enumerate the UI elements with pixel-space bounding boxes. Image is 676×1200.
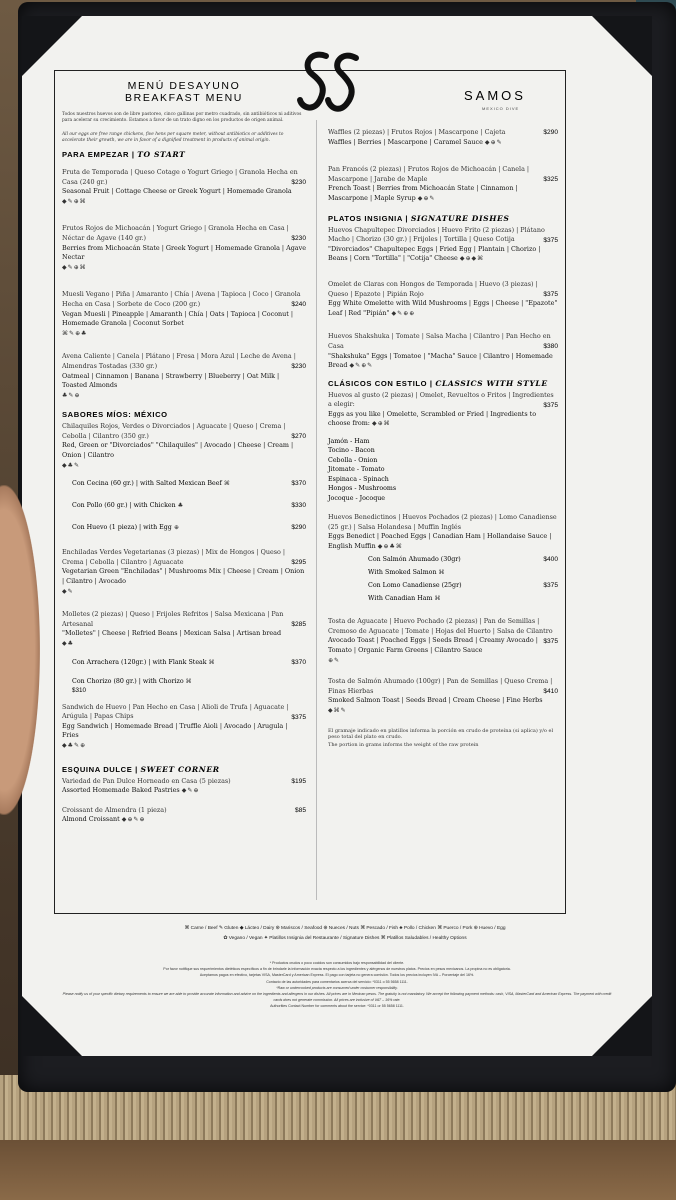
menu-item: $195 Variedad de Pan Dulce Horneado en Casa (5 piezas) Assorted Homemade Baked Pastries ◆✎⊕	[62, 776, 306, 795]
menu-item-option: $400 Con Salmón Ahumado (30gr) With Smoked Salmon ⌘	[368, 556, 558, 577]
section-mexico: SABORES MÍOS: MÉXICO	[62, 410, 168, 420]
section-classics: CLÁSICOS CON ESTILO | CLASSICS WITH STYLE	[328, 378, 548, 388]
menu-item: $230 Frutos Rojos de Michoacán | Yogurt Griego | Granola Hecha en Casa | Néctar de Agave (140 gr.) Berries from Michoacán State | Greek Yogurt | Homemade Granola | Agave Nectar ◆✎⊕⌘	[62, 224, 307, 271]
allergen-icons: ◆♣✎⊕	[62, 741, 87, 749]
menu-item: $240 Muesli Vegano | Piña | Amaranto | Chía | Avena | Tapioca | Coco | Granola Hecha en Casa | Sorbete de Coco (200 gr.) Vegan Muesli | Pineapple | Amaranth | Chía | Oats | Tapioca | Coconut | Homemade Granola | Coconut Sorbet ⌘✎⊕♣	[62, 290, 306, 337]
footer-disclaimer	[62, 960, 612, 1010]
menu-item: Huevos Benedictinos | Huevos Pochados (2 piezas) | Lomo Canadiense (25 gr.) | Salsa Holandesa | Muffin Inglés Eggs Benedict | Poached Eggs | Canadian Ham | Hollandaise Sauce | English Muffin ◆⊕♣⌘	[328, 512, 557, 550]
menu-item: $375 Sandwich de Huevo | Pan Hecho en Casa | Alioli de Trufa | Aguacate | Arúgula | Papas Chips Egg Sandwich | Homemade Bread | Truffle Aioli | Avocado | Arugula | Fries ◆♣✎⊕	[62, 702, 306, 749]
item-price: $240	[291, 301, 306, 309]
allergen-icons: ◆✎⊕⊕	[391, 309, 416, 317]
menu-item-option: Con Huevo (1 pieza) | with Egg ⊕ $290	[72, 524, 306, 532]
menu-title-en: BREAKFAST MENU	[125, 92, 243, 104]
item-price: $370	[291, 480, 306, 488]
footer-line: * Productos crudos o poco cocidos son consumidos bajo responsabilidad del cliente.	[269, 961, 405, 965]
allergen-icons: ◆⊕✎	[417, 194, 436, 202]
allergen-icons: ◆⊕⌘	[372, 420, 391, 428]
section-sweet-corner: ESQUINA DULCE | SWEET CORNER	[62, 764, 220, 774]
left-column	[62, 80, 306, 825]
footer-line: *Raw or undercooked products are consumed under costumer responsibility.	[276, 985, 398, 990]
item-price: $310	[72, 686, 87, 694]
menu-item: $270 Chilaquiles Rojos, Verdes o Divorciados | Aguacate | Queso | Crema | Cebolla | Cilantro (350 gr.) Red, Green or "Divorciados" "Chilaquiles" | Avocado | Cheese | Cream | Onion | Cilantro ◆♣✎	[62, 422, 306, 469]
menu-item: $380 Huevos Shakshuka | Tomate | Salsa Macha | Cilantro | Pan Hecho en Casa "Shakshuka" Eggs | Tomatoe | "Macha" Sauce | Cilantro | Homemade Bread ◆✎⊕✎	[328, 332, 558, 370]
intro-es: Todos nuestros huevos son de libre pastoreo, cinco gallinas por metro cuadrado, sin antibióticos ni aditivos para acelerar su crecimiento. Estamos a favor de un trato digno en los productos de origen animal.	[62, 112, 302, 123]
item-price: $370	[291, 658, 306, 666]
menu-item-option: Con Chorizo (80 gr.) | with Chorizo ⌘ $310	[62, 677, 306, 695]
item-price: $375	[543, 236, 558, 244]
allergen-icons: ◆✎⊕	[181, 787, 200, 795]
brand-name: SAMOS	[464, 88, 526, 103]
legend-row: ⌘ Carne / Beef ✎ Gluten ◆ Lácteo / Dairy ⊛ Mariscos / Seafood ⊕ Nueces / Nuts ⌘ Pescado / Fish ♣ Pollo / Chicken ⌘ Puerco / Pork ⊕ Huevo / Egg	[184, 926, 506, 931]
item-price: $270	[291, 433, 306, 441]
table-edge	[0, 1140, 676, 1200]
right-column	[328, 80, 558, 748]
allergen-icons: ◆♣✎	[62, 461, 81, 469]
item-price: $230	[291, 363, 306, 371]
allergen-icons: ♣✎⊕	[62, 391, 81, 399]
hand	[0, 485, 40, 815]
item-price: $290	[543, 129, 558, 136]
item-price: $410	[543, 688, 558, 696]
menu-item-option: Con Cecina (60 gr.) | with Salted Mexican Beef ⌘ $370	[72, 480, 306, 488]
brand-subtitle: MEXICO DIVE	[482, 106, 520, 111]
footer-line: Por favor notifique sus requerimientos dietéticos específicos a fin de brindarle la información exacta respecto a los ingredientes y alérgenos de nuestros platos. Precios en pesos mexicanos. La propina no es obligatoria.	[163, 967, 511, 972]
portion-note-en: The portion in grams informs the weight of the raw protein	[328, 741, 479, 748]
portion-note-es: El gramaje indicado en platillos informa la porción en crudo de proteína (si aplica) y/o el peso total del plato en crudo.	[328, 727, 554, 740]
list-item: Jamón - Ham	[328, 438, 370, 446]
menu-item: $375 Tosta de Aguacate | Huevo Pochado (2 piezas) | Pan de Semillas | Cremoso de Aguacate | Tomate | Hojas del Huerto | Salsa de Cilantro Avocado Toast | Poached Eggs | Seeds Bread | Creamy Avocado | Tomato | Organic Farm Greens | Cilantro Sauce ⊕✎	[328, 617, 558, 664]
menu-item-option: Con Pollo (60 gr.) | with Chicken ♣ $330	[72, 502, 306, 510]
menu-item: $325 Pan Francés (2 piezas) | Frutos Rojos de Michoacán | Canela | Mascarpone | Jarabe de Maple French Toast | Berries from Michoacán State | Cinnamon | Mascarpone | Maple Syrup ◆⊕✎	[328, 165, 558, 202]
item-price: $330	[291, 502, 306, 510]
allergen-legend	[80, 924, 610, 944]
menu-item: $230 Avena Caliente | Canela | Plátano | Fresa | Mora Azul | Leche de Avena | Almendras Tostadas (330 gr.) Oatmeal | Cinnamon | Banana | Strawberry | Blueberry | Oat Milk | Toasted Almonds ♣✎⊕	[62, 352, 306, 399]
menu-item: $285 Molletes (2 piezas) | Queso | Frijoles Refritos | Salsa Mexicana | Pan Artesanal "Molletes" | Cheese | Refried Beans | Mexican Salsa | Artisan bread ◆♣	[62, 610, 306, 647]
section-signature-dishes: PLATOS INSIGNIA | SIGNATURE DISHES	[328, 213, 510, 223]
allergen-icons: ◆⊕✎	[484, 138, 503, 146]
item-price: $325	[543, 176, 558, 184]
corner-tab-top-right	[592, 16, 652, 76]
list-item: Jocoque - Jocoque	[328, 494, 386, 502]
list-item: Jitomate - Tomato	[328, 466, 385, 474]
menu-item-option: $375 Con Lomo Canadiense (25gr) With Canadian Ham ⌘	[368, 582, 558, 603]
item-price: $375	[543, 582, 558, 590]
allergen-icons: ◆✎	[62, 587, 74, 595]
column-divider	[316, 120, 317, 900]
menu-item: $410 Tosta de Salmón Ahumado (100gr) | Pan de Semillas | Queso Crema | Finas Hierbas Smoked Salmon Toast | Seeds Bread | Cream Cheese | Fine Herbs ◆⌘✎	[328, 677, 558, 715]
allergen-icons: ◆✎⊕✎	[349, 362, 374, 370]
item-price: $195	[291, 777, 306, 785]
allergen-icons: ◆♣	[62, 640, 74, 647]
item-price: $400	[543, 556, 558, 564]
ingredient-list	[328, 437, 558, 503]
menu-item: $295 Enchiladas Verdes Vegetarianas (3 piezas) | Mix de Hongos | Queso | Crema | Cebolla | Cilantro | Aguacate Vegetarian Green "Enchiladas" | Mushrooms Mix | Cheese | Cream | Onion | Cilantro | Avocado ◆✎	[62, 548, 306, 595]
allergen-icons: ⊕✎	[328, 656, 341, 664]
item-price: $375	[543, 638, 558, 646]
allergen-icons: ◆⊕✎⊕	[121, 816, 146, 824]
menu-item: $290 Waffles (2 piezas) | Frutos Rojos | Mascarpone | Cajeta Waffles | Berries | Mascarpone | Caramel Sauce ◆⊕✎	[328, 128, 558, 146]
menu-item: $85 Croissant de Almendra (1 pieza) Almond Croissant ◆⊕✎⊕	[62, 805, 306, 824]
menu-item: $230 Fruta de Temporada | Queso Cotage o Yogurt Griego | Granola Hecha en Casa (240 gr.) Seasonal Fruit | Cottage Cheese or Greek Yogurt | Homemade Granola ◆✎⊕⌘	[62, 168, 306, 205]
list-item: Cebolla - Onion	[328, 456, 378, 464]
menu-item: $375 Omelet de Claras con Hongos de Temporada | Huevo (3 piezas) | Queso | Epazote | Pipián Rojo Egg White Omelette with Wild Mushrooms | Eggs | Cheese | "Epazote" Leaf | Red "Pipián" ◆✎⊕⊕	[328, 279, 558, 317]
footer-line: Authorities Contact Number for comments about the service: *0311 or 55 5658 1111.	[270, 1004, 404, 1009]
item-price: $230	[291, 179, 306, 186]
footer-line: Please notify us of your specific dietary requirements to ensure we are able to provide accurate information and advice on the ingredients and allergens in our dishes. All prices are in Mexican pesos. The gratuity is not mandatory. We accept the following payment methods: cash, VISA, MasterCard and American Express. The payment with credit cards does not generate commission. All prices are inclusive of VAT – 16% rate.	[62, 992, 612, 1003]
item-price: $375	[543, 401, 558, 409]
item-price: $380	[543, 343, 558, 351]
item-price: $290	[291, 524, 306, 532]
menu-title-es: MENÚ DESAYUNO	[127, 80, 241, 92]
item-price: $285	[291, 621, 306, 629]
intro-en: All our eggs are free range chickens, five hens per square meter, without antibiotics or additives to accelerate their growth, we are in favor of a dignified treatment in products of animal origin.	[62, 132, 284, 143]
list-item: Tocino - Bacon	[328, 447, 375, 455]
footer-line: Aceptamos pagos en efectivo, tarjetas VISA, MasterCard y American Express. El pago con tarjeta no genera comisión. Todos los precios incluyen IVA – Porcentaje del 16%.	[199, 973, 475, 978]
list-item: Espinaca - Spinach	[328, 475, 389, 483]
item-price: $85	[294, 806, 306, 814]
menu-item-option: Con Arrachera (120gr.) | with Flank Steak ⌘ $370	[72, 658, 306, 666]
menu-item: $375 Huevos Chapultepec Divorciados | Huevo Frito (2 piezas) | Plátano Macho | Chorizo (30 gr.) | Frijoles | Tortilla | Queso Cotija "Divorciados" Chapultepec Eggs | Fried Egg | Plantain | Chorizo | Beans | Corn "Tortilla" | "Cotija" Cheese ◆⊕◆⌘	[328, 225, 558, 263]
allergen-icons: ◆⊕♣⌘	[377, 542, 403, 550]
allergen-icons: ◆⌘✎	[328, 707, 347, 715]
allergen-icons: ⌘✎⊕♣	[62, 329, 88, 337]
section-to-start: PARA EMPEZAR | TO START	[62, 150, 186, 159]
allergen-icons: ◆✎⊕⌘	[62, 197, 87, 205]
allergen-icons: ◆✎⊕⌘	[62, 263, 87, 271]
item-price: $230	[291, 235, 306, 243]
item-price: $375	[543, 290, 558, 298]
list-item: Hongos - Mushrooms	[328, 485, 397, 493]
corner-tab-top-left	[22, 16, 82, 76]
item-price: $375	[291, 713, 306, 721]
menu-item: $375 Huevos al gusto (2 piezas) | Omelet, Revueltos o Fritos | Ingredientes a elegir: Eggs as you like | Omelette, Scrambled or Fried | Ingredients to choose from: ◆⊕⌘	[328, 390, 558, 428]
footer-line: Contacto de las autoridades para comentarios acerca del servicio: *0311 o 55 5658 1111.	[266, 979, 408, 984]
item-price: $295	[291, 559, 306, 567]
legend-row: ✿ Vegano / Vegan ✦ Platillos Insignia del Restaurante / Signature Dishes ⌘ Platillos Saludables / Healthy Options	[223, 936, 467, 941]
allergen-icons: ◆⊕◆⌘	[459, 255, 485, 263]
